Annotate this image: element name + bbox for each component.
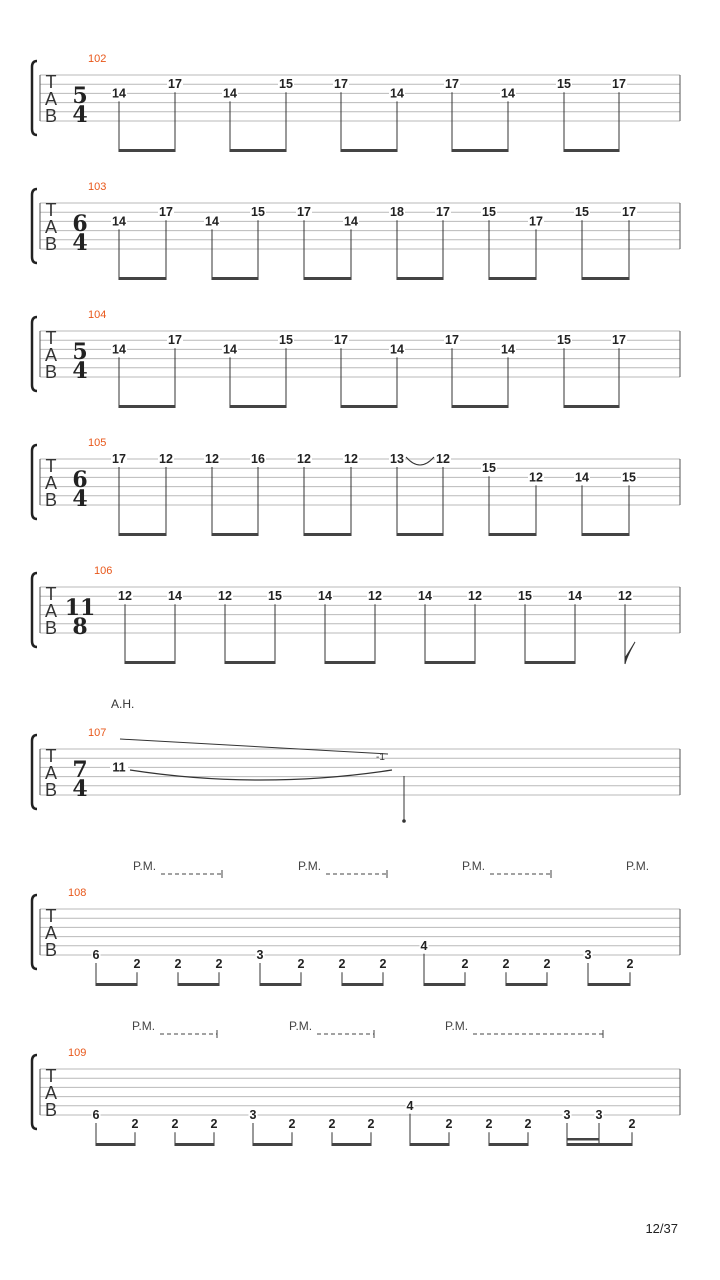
fret-number: 17 [112,452,126,466]
note-dot [402,819,406,823]
tab-clef-letter: A [44,1083,58,1103]
fret-number: 3 [595,1108,603,1122]
fret-number: 2 [524,1117,532,1132]
palm-mute-label: P.M. [445,1019,469,1033]
fret-number: 14 [501,86,515,101]
fret-number: 17 [168,333,182,348]
fret-number: 15 [279,77,293,92]
fret-number: 3 [584,948,592,962]
beam [582,277,629,280]
measure-number: 106 [94,565,113,577]
system-bracket [32,317,37,391]
tab-clef-letter: B [44,780,58,800]
beam [425,661,475,664]
fret-number: 14 [575,470,589,485]
fret-number: 12 [297,452,311,466]
fret-number: 15 [518,589,532,604]
fret-number: 12 [218,589,232,604]
tab-clef-letter: B [44,362,58,382]
measure-number: 109 [68,1047,87,1059]
fret-number: 2 [379,957,387,972]
fret-number: 12 [529,470,543,485]
beam [332,1143,371,1146]
beam [119,405,175,408]
beam [230,149,286,152]
tab-system-104 [32,309,680,408]
beam [424,983,465,986]
fret-number: 17 [612,333,626,348]
fret-number: 11 [112,760,126,775]
fret-number: 2 [367,1117,375,1132]
palm-mute-label: P.M. [298,859,322,873]
system-bracket [32,189,37,263]
beam [119,533,166,536]
time-signature-denominator: 4 [72,486,88,512]
fret-number: 15 [482,461,496,476]
fret-number: 3 [249,1108,257,1122]
time-signature-numerator: 11 [64,595,96,621]
beam [125,661,175,664]
beam [175,1143,214,1146]
tab-clef-letter: A [44,923,58,943]
fret-number: 6 [92,1108,100,1122]
fret-number: 14 [501,342,515,357]
fret-number: 15 [279,333,293,348]
fret-number: 15 [575,205,589,220]
beam [564,149,619,152]
tab-system-106 [32,565,680,664]
fret-number: 14 [112,214,126,229]
fret-number: 14 [568,589,582,604]
system-bracket [32,735,37,809]
fret-number: 2 [297,957,305,972]
fret-number: 2 [215,957,223,972]
fret-number: 17 [529,214,543,229]
fret-number: 14 [418,589,432,604]
time-signature-numerator: 6 [72,211,88,237]
time-signature-numerator: 6 [72,467,88,493]
tab-clef-letter: B [44,234,58,254]
beam [564,405,619,408]
beam-secondary [567,1138,599,1141]
tab-clef-letter: T [45,456,57,476]
fret-number: 13 [390,452,404,466]
whammy-value: -1 [376,752,385,763]
tab-system-105 [32,437,680,536]
tab-clef-letter: A [44,217,58,237]
tab-clef-letter: B [44,1100,58,1120]
fret-number: 2 [328,1117,336,1132]
fret-number: 12 [618,589,632,604]
time-signature-denominator: 4 [72,358,88,384]
tab-clef-letter: A [44,345,58,365]
tab-clef-letter: A [44,89,58,109]
palm-mute-label: P.M. [289,1019,313,1033]
slur [406,457,434,465]
tab-system-109 [32,1019,680,1146]
beam [230,405,286,408]
fret-number: 12 [368,589,382,604]
fret-number: 2 [461,957,469,972]
measure-number: 107 [88,727,107,739]
fret-number: 15 [557,333,571,348]
fret-number: 3 [256,948,264,962]
beam [119,149,175,152]
beam [410,1143,449,1146]
system-bracket [32,1055,37,1129]
fret-number: 16 [251,452,265,466]
beam [212,277,258,280]
fret-number: 12 [468,589,482,604]
time-signature-denominator: 4 [72,230,88,256]
fret-number: 2 [445,1117,453,1132]
beam [178,983,219,986]
tab-system-102 [32,53,680,152]
tab-clef-letter: T [45,906,57,926]
beam [489,1143,528,1146]
beam [325,661,375,664]
fret-number: 3 [563,1108,571,1122]
system-bracket [32,61,37,135]
fret-number: 2 [626,957,634,972]
fret-number: 2 [502,957,510,972]
fret-number: 2 [210,1117,218,1132]
beam [119,277,166,280]
beam [452,405,508,408]
beam [96,983,137,986]
fret-number: 15 [251,205,265,220]
beam [342,983,383,986]
tab-clef-letter: B [44,940,58,960]
tab-system-107 [32,697,680,823]
tab-clef-letter: B [44,490,58,510]
beam [397,533,443,536]
fret-number: 12 [344,452,358,466]
beam [260,983,301,986]
fret-number: 2 [485,1117,493,1132]
fret-number: 15 [482,205,496,220]
tab-clef-letter: T [45,1066,57,1086]
fret-number: 12 [205,452,219,466]
fret-number: 2 [174,957,182,972]
fret-number: 17 [436,205,450,220]
fret-number: 17 [334,333,348,348]
beam [397,277,443,280]
time-signature-numerator: 7 [72,757,88,783]
note-flag [625,642,635,664]
time-signature-numerator: 5 [72,339,88,365]
fret-number: 15 [268,589,282,604]
tab-system-103 [32,181,680,280]
beam [341,405,397,408]
fret-number: 17 [159,205,173,220]
palm-mute-label: P.M. [626,859,650,873]
fret-number: 2 [288,1117,296,1132]
beam [489,533,536,536]
fret-number: 14 [390,86,404,101]
fret-number: 17 [445,77,459,92]
tab-clef-letter: T [45,328,57,348]
fret-number: 12 [436,452,450,466]
fret-number: 4 [406,1098,414,1113]
palm-mute-label: P.M. [462,859,486,873]
artificial-harmonic-label: A.H. [111,697,135,711]
fret-number: 12 [118,589,132,604]
tab-clef-letter: T [45,72,57,92]
beam [525,661,575,664]
tie-arc [130,770,392,780]
fret-number: 6 [92,948,100,962]
whammy-dive-line [120,739,388,754]
fret-number: 17 [622,205,636,220]
fret-number: 2 [171,1117,179,1132]
tab-clef-letter: B [44,618,58,638]
tab-clef-letter: T [45,746,57,766]
time-signature-denominator: 8 [72,614,88,640]
beam [304,277,351,280]
beam [212,533,258,536]
system-bracket [32,445,37,519]
fret-number: 2 [338,957,346,972]
fret-number: 4 [420,938,428,953]
fret-number: 17 [168,77,182,92]
tab-clef-letter: A [44,763,58,783]
tab-clef-letter: A [44,473,58,493]
fret-number: 17 [445,333,459,348]
measure-number: 102 [88,53,107,65]
fret-number: 14 [318,589,332,604]
fret-number: 14 [168,589,182,604]
measure-number: 103 [88,181,107,193]
tab-clef-letter: T [45,200,57,220]
beam [304,533,351,536]
beam [582,533,629,536]
fret-number: 14 [390,342,404,357]
beam [489,277,536,280]
measure-number: 105 [88,437,107,449]
beam [253,1143,292,1146]
beam [588,983,630,986]
beam [452,149,508,152]
time-signature-denominator: 4 [72,102,88,128]
fret-number: 15 [557,77,571,92]
fret-number: 15 [622,470,636,485]
fret-number: 2 [628,1117,636,1132]
fret-number: 18 [390,205,404,220]
tab-clef-letter: T [45,584,57,604]
page-number: 12/37 [645,1221,678,1236]
beam [341,149,397,152]
fret-number: 14 [112,342,126,357]
fret-number: 14 [344,214,358,229]
beam [506,983,547,986]
fret-number: 17 [334,77,348,92]
palm-mute-label: P.M. [133,859,157,873]
fret-number: 14 [112,86,126,101]
fret-number: 14 [223,342,237,357]
tab-system-108 [32,859,680,986]
tab-clef-letter: B [44,106,58,126]
system-bracket [32,895,37,969]
fret-number: 17 [297,205,311,220]
fret-number: 14 [223,86,237,101]
fret-number: 2 [133,957,141,972]
fret-number: 2 [543,957,551,972]
fret-number: 14 [205,214,219,229]
system-bracket [32,573,37,647]
fret-number: 2 [131,1117,139,1132]
beam [567,1143,632,1146]
measure-number: 104 [88,309,107,321]
measure-number: 108 [68,887,87,899]
fret-number: 12 [159,452,173,466]
beam [96,1143,135,1146]
beam [225,661,275,664]
time-signature-denominator: 4 [72,776,88,802]
tab-clef-letter: A [44,601,58,621]
fret-number: 17 [612,77,626,92]
palm-mute-label: P.M. [132,1019,156,1033]
time-signature-numerator: 5 [72,83,88,109]
